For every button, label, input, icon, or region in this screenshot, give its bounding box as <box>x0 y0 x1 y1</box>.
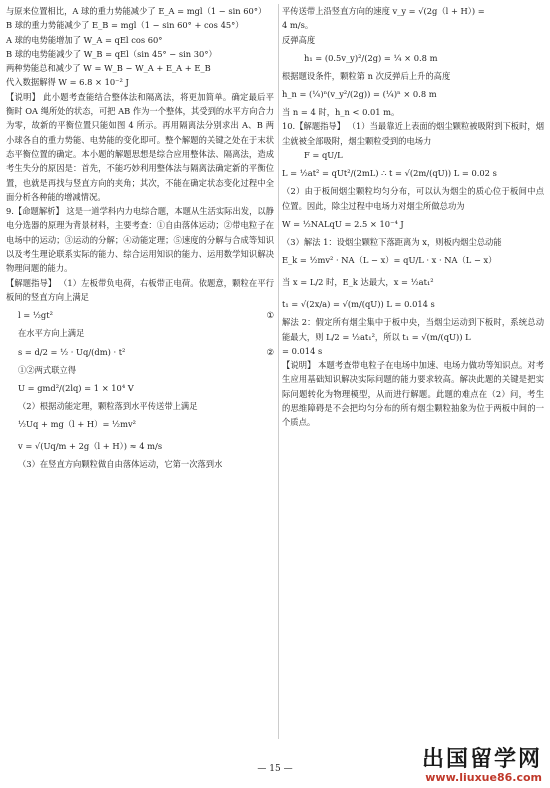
text-paragraph: 解法 2：假定所有烟尘集中于板中央，当烟尘运动到下板时，系统总动能最大，则 L/2 = ½at₁²，所以 t₁ = √(m/(qU)) L <box>282 317 544 342</box>
equation: L = ½at² = qUt²/(2mL) ∴ t = √(2m/(qU)) L = 0.02 s <box>282 168 497 179</box>
text-paragraph: （3）解法 1：设烟尘颗粒下落距离为 x，则板内烟尘总动能 <box>282 236 502 247</box>
problem-10-guide: 10.【解题指导】 （1）当最靠近上表面的烟尘颗粒被吸附到下板时，烟尘就被全部吸附，烟尘颗粒受到的电场力 <box>282 121 544 146</box>
equation: E_k = ½mv² · NA（L − x）= qU/L · x · NA（L − x） <box>282 255 497 266</box>
equation-row <box>6 304 274 326</box>
text-line: （2）根据动能定理，颗粒落到水平传送带上满足 <box>18 400 198 411</box>
watermark-url: www.liuxue86.com <box>425 771 542 784</box>
explanation-paragraph: 【说明】 本题考查带电粒子在电场中加速、电场力做功等知识点。对考生应用基础知识解决实际问题的能力要求较高。解决此题的关键是把实际问题转化为物理模型，从而进行解题。此题的难点在（2）问，考生的思维障碍是不会把均匀分布的所有烟尘颗粒抽象为位于两板中间的一个质点。 <box>282 360 544 428</box>
equation: v = √(Uq/m + 2g（l + H）) ≈ 4 m/s <box>18 441 163 452</box>
text-line: 根据题设条件，颗粒第 n 次反弹后上升的高度 <box>282 70 451 81</box>
watermark-text: 出国留学网 <box>421 747 542 772</box>
equation: l = ½gt² <box>18 310 53 321</box>
left-column <box>6 4 274 471</box>
text-line: 当 n = 4 时，h_n < 0.01 m。 <box>282 107 400 118</box>
equation: 当 x = L/2 时，E_k 达最大，x = ½at₁² <box>282 277 434 288</box>
problem-9-guide: 【解题指导】 （1）左板带负电荷，右板带正电荷。依题意，颗粒在平行板间的竖直方向上满足 <box>6 277 274 302</box>
text-line: 代入数据解得 W = 6.8 × 10⁻² J <box>6 77 129 88</box>
equation-row <box>6 341 274 363</box>
problem-9-analysis: 9.【命题解析】 这是一道学科内力电综合题，本题从生活实际出发，以静电分选器的原理为背景材料，主要考查：①自由落体运动；②带电粒子在电场中的运动；③运动的分解；④动能定理；⑤速度的分解与合成等知识以及考生理论联系实际的能力、综合运用知识的能力、运用数学知识解决物理问题的能力。 <box>6 206 274 274</box>
text-line: 与原来位置相比，A 球的重力势能减少了 E_A = mgl（1 − sin 60°） <box>6 6 267 16</box>
equation: F = qU/L <box>304 150 343 161</box>
explanation-paragraph: 【说明】 此小题考查能结合整体法和隔离法，将更加简单。确定最后平衡时 OA 绳所处的状态，可把 AB 作为一个整体，其受到的水平方向合力为零，故新的平衡位置只能如图 4 所示。再用隔离法分别求出 A、B 两小球各自的重力势能、电势能的变化即可。整个解题的关键之处在于末状态平衡位置的确定。本小题的解题思想是综合应用整体法、隔离法，造成考生失分的原因是：首先，不能巧妙利用整体法与隔离法确定新的平衡位置，也就是再找与竖直方向的夹角；其次，不能在确定状态变化过程中全面分析各种能的增减情况。 <box>6 91 274 202</box>
equation: W = ½NALqU = 2.5 × 10⁻⁴ J <box>282 218 404 229</box>
equation-number: ② <box>266 346 274 357</box>
right-column <box>282 4 544 430</box>
text-line: （3）在竖直方向颗粒做自由落体运动，它第一次落到水 <box>18 459 223 470</box>
text-line: 两种势能总和减少了 W = W_B − W_A + E_A + E_B <box>6 63 211 74</box>
watermark-logo <box>422 748 542 784</box>
text-line: 平传送带上沿竖直方向的速度 v_y = √(2g（l + H）) = <box>282 6 485 16</box>
equation: U = gmd²/(2lq) = 1 × 10⁴ V <box>18 382 134 393</box>
text-line: 在水平方向上满足 <box>18 328 85 339</box>
equation-number: ① <box>266 310 274 321</box>
text-line: B 球的电势能减少了 W_B = qEl（sin 45° − sin 30°） <box>6 48 217 59</box>
text-line: ①②两式联立得 <box>18 364 77 375</box>
equation: s = d/2 = ½ · Uq/(dm) · t² <box>18 346 126 357</box>
page-number: — 15 — <box>257 764 293 774</box>
equation: h₁ = (0.5v_y)²/(2g) = ¼ × 0.8 m <box>304 52 438 63</box>
equation: h_n = (¼)ⁿ(v_y²/(2g)) = (¼)ⁿ × 0.8 m <box>282 89 437 100</box>
text-line: B 球的重力势能减少了 E_B = mgl（1 − sin 60° + cos 45°） <box>6 20 244 31</box>
equation: ½Uq + mg（l + H）= ½mv² <box>18 419 136 430</box>
column-divider <box>278 4 279 739</box>
equation: t₁ = √(2x/a) = √(m/(qU)) L = 0.014 s <box>282 299 435 310</box>
text-line: 4 m/s。 <box>282 20 314 31</box>
text-paragraph: （2）由于板间烟尘颗粒均匀分布，可以认为烟尘的质心位于板间中点位置。因此，除尘过程中电场力对烟尘所做总功为 <box>282 186 544 211</box>
text-line: 反弹高度 <box>282 34 316 45</box>
text-line: A 球的电势能增加了 W_A = qEl cos 60° <box>6 34 163 45</box>
text-line: = 0.014 s <box>282 345 323 356</box>
